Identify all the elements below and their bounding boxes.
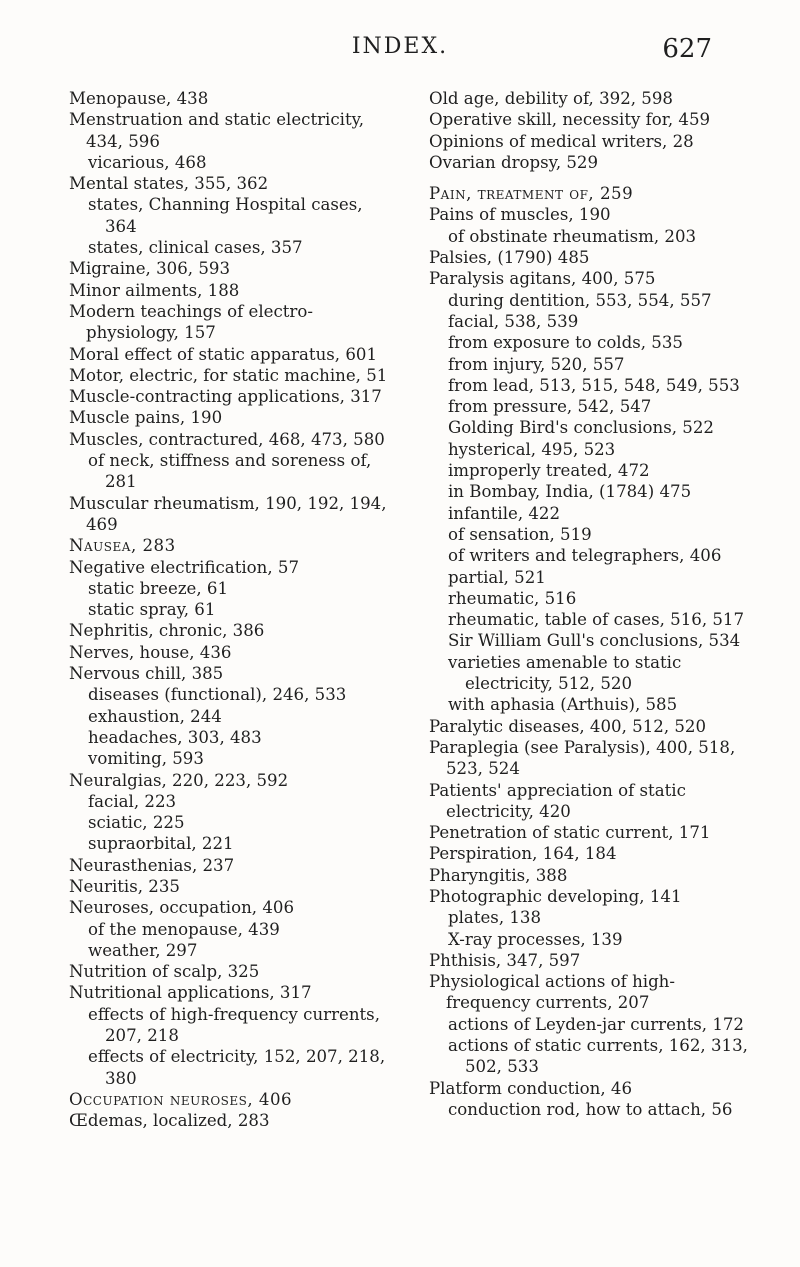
index-subentry: [69, 1004, 397, 1047]
index-subentry: [429, 503, 759, 524]
index-entry: [69, 88, 397, 109]
index-column-right: [429, 88, 759, 1120]
index-subentry: [429, 375, 759, 396]
entry-text: Muscle pains, 190: [69, 408, 223, 428]
entry-text: headaches, 303, 483: [88, 727, 262, 747]
index-entry: [69, 876, 397, 897]
entry-text: Moral effect of static apparatus, 601: [69, 344, 378, 364]
index-entry: [69, 663, 397, 684]
index-entry: [429, 88, 759, 109]
entry-text: in Bombay, India, (1784) 475: [448, 482, 692, 502]
entry-text: states, clinical cases, 357: [88, 238, 303, 258]
entry-text: Nutrition of scalp, 325: [69, 962, 260, 982]
index-entry: [69, 109, 397, 152]
entry-text: Pharyngitis, 388: [429, 865, 568, 885]
entry-text: infantile, 422: [448, 503, 561, 523]
index-subentry: [429, 417, 759, 438]
entry-text: varieties amenable to static electricity, 512, 520: [448, 652, 682, 694]
entry-text: of writers and telegraphers, 406: [448, 546, 722, 566]
entry-text: Physiological actions of high-frequency currents, 207: [429, 972, 675, 1013]
index-subentry: [429, 1099, 759, 1120]
index-subentry: [429, 354, 759, 375]
index-entry: [429, 204, 759, 225]
index-entry: [69, 1110, 397, 1131]
index-entry: [69, 642, 397, 663]
index-subentry: [429, 460, 759, 481]
index-entry: [429, 268, 759, 289]
entry-text: Muscular rheumatism, 190, 192, 194, 469: [69, 493, 387, 534]
entry-text: from injury, 520, 557: [448, 354, 625, 374]
entry-text: Pains of muscles, 190: [429, 205, 611, 225]
index-entry: [429, 247, 759, 268]
index-subentry: [69, 450, 397, 493]
entry-text: static breeze, 61: [88, 578, 229, 598]
entry-text: hysterical, 495, 523: [448, 439, 616, 459]
index-entry: [69, 855, 397, 876]
index-subentry: [429, 524, 759, 545]
entry-text: Muscles, contractured, 468, 473, 580: [69, 429, 385, 449]
index-entry: [69, 365, 397, 386]
entry-text: Motor, electric, for static machine, 51: [69, 365, 388, 385]
index-entry: [69, 961, 397, 982]
index-subentry: [429, 332, 759, 353]
entry-text: supraorbital, 221: [88, 834, 234, 854]
entry-text: Neuroses, occupation, 406: [69, 898, 295, 918]
entry-text: sciatic, 225: [88, 813, 185, 833]
entry-text: weather, 297: [88, 940, 198, 960]
entry-text: plates, 138: [448, 908, 542, 928]
entry-text: Mental states, 355, 362: [69, 174, 269, 194]
entry-text: Nausea, 283: [69, 536, 176, 556]
entry-text: diseases (functional), 246, 533: [88, 685, 347, 705]
index-entry: [429, 780, 759, 823]
index-subentry: [69, 1046, 397, 1089]
index-entry: [69, 770, 397, 791]
index-subentry: [69, 237, 397, 258]
index-entry: [69, 386, 397, 407]
entry-text: Operative skill, necessity for, 459: [429, 110, 711, 130]
entry-text: from exposure to colds, 535: [448, 333, 683, 353]
index-entry: [429, 822, 759, 843]
entry-text: with aphasia (Arthuis), 585: [448, 695, 678, 715]
index-entry: [69, 620, 397, 641]
entry-text: of the menopause, 439: [88, 919, 280, 939]
entry-text: during dentition, 553, 554, 557: [448, 290, 712, 310]
entry-text: effects of high-frequency currents, 207, 218: [88, 1004, 380, 1046]
entry-text: Old age, debility of, 392, 598: [429, 89, 673, 108]
index-subentry: [69, 919, 397, 940]
entry-text: Œdemas, localized, 283: [69, 1111, 270, 1131]
index-entry: [69, 258, 397, 279]
index-subentry: [429, 1014, 759, 1035]
index-subentry: [429, 567, 759, 588]
entry-text: X-ray processes, 139: [448, 929, 623, 949]
index-subentry: [69, 599, 397, 620]
index-subentry: [69, 578, 397, 599]
index-subentry: [429, 694, 759, 715]
entry-text: Patients' appreciation of static electricity, 420: [429, 780, 686, 821]
index-entry: [69, 493, 397, 536]
index-subentry: [69, 727, 397, 748]
index-subentry: [429, 439, 759, 460]
index-entry: [69, 173, 397, 194]
entry-text: Neuritis, 235: [69, 876, 180, 896]
entry-text: facial, 538, 539: [448, 311, 579, 331]
entry-text: Phthisis, 347, 597: [429, 950, 581, 970]
index-subentry: [69, 940, 397, 961]
index-entry: [429, 737, 759, 780]
entry-text: Paralytic diseases, 400, 512, 520: [429, 716, 707, 736]
index-subentry: [429, 652, 759, 695]
entry-text: Negative electrification, 57: [69, 557, 300, 577]
index-entry: [69, 344, 397, 365]
index-subentry: [69, 194, 397, 237]
entry-text: Opinions of medical writers, 28: [429, 131, 694, 151]
index-entry: [69, 301, 397, 344]
index-entry: [69, 897, 397, 918]
entry-text: Sir William Gull's conclusions, 534: [448, 631, 741, 651]
entry-text: Occupation neuroses, 406: [69, 1089, 293, 1109]
entry-text: Photographic developing, 141: [429, 886, 682, 906]
index-subentry: [429, 481, 759, 502]
entry-text: Muscle-contracting applications, 317: [69, 387, 382, 407]
entry-text: rheumatic, table of cases, 516, 517: [448, 610, 745, 630]
index-entry: [429, 109, 759, 130]
entry-text: states, Channing Hospital cases, 364: [88, 195, 363, 236]
index-subentry: [69, 684, 397, 705]
entry-text: actions of static currents, 162, 313, 502, 533: [448, 1036, 748, 1077]
index-subentry: [69, 812, 397, 833]
entry-text: actions of Leyden-jar currents, 172: [448, 1014, 744, 1034]
index-subentry: [69, 152, 397, 173]
entry-text: facial, 223: [88, 791, 177, 811]
index-subentry: [429, 226, 759, 247]
index-entry: [69, 982, 397, 1003]
entry-text: vomiting, 593: [88, 749, 204, 769]
entry-text: Pain, treatment of, 259: [429, 184, 634, 204]
entry-text: Minor ailments, 188: [69, 280, 240, 300]
entry-text: Penetration of static current, 171: [429, 823, 711, 843]
index-entry: [69, 429, 397, 450]
index-entry: [429, 1078, 759, 1099]
index-entry: [429, 716, 759, 737]
index-entry: [69, 535, 397, 556]
entry-text: from lead, 513, 515, 548, 549, 553: [448, 375, 740, 395]
index-entry: [429, 152, 759, 173]
index-entry: [69, 557, 397, 578]
entry-text: Ovarian dropsy, 529: [429, 152, 599, 172]
entry-text: Neuralgias, 220, 223, 592: [69, 770, 289, 790]
entry-text: Platform conduction, 46: [429, 1078, 632, 1098]
page-number: 627: [662, 34, 712, 64]
entry-text: Modern teachings of electro-physiology, 157: [69, 301, 313, 343]
entry-text: conduction rod, how to attach, 56: [448, 1099, 733, 1119]
entry-text: Palsies, (1790) 485: [429, 248, 590, 268]
entry-text: Neurasthenias, 237: [69, 855, 235, 875]
index-subentry: [69, 706, 397, 727]
index-subentry: [429, 311, 759, 332]
index-entry: [429, 843, 759, 864]
entry-text: of obstinate rheumatism, 203: [448, 226, 697, 246]
entry-text: partial, 521: [448, 567, 546, 587]
entry-text: Paralysis agitans, 400, 575: [429, 269, 656, 289]
index-subentry: [429, 545, 759, 566]
entry-text: Migraine, 306, 593: [69, 259, 231, 279]
entry-text: effects of electricity, 152, 207, 218, 380: [88, 1047, 386, 1088]
entry-text: Golding Bird's conclusions, 522: [448, 418, 714, 438]
entry-text: Paraplegia (see Paralysis), 400, 518, 523, 524: [429, 737, 736, 779]
entry-text: Nutritional applications, 317: [69, 983, 312, 1003]
index-subentry: [429, 290, 759, 311]
page-header: [0, 34, 800, 74]
entry-text: Menstruation and static electricity, 434, 596: [69, 110, 365, 151]
index-entry: [69, 280, 397, 301]
index-subentry: [429, 588, 759, 609]
entry-text: Menopause, 438: [69, 89, 209, 108]
entry-text: Nephritis, chronic, 386: [69, 621, 265, 641]
index-entry: [429, 131, 759, 152]
index-subentry: [429, 1035, 759, 1078]
index-entry: [429, 886, 759, 907]
entry-text: of sensation, 519: [448, 524, 592, 544]
index-subentry: [69, 748, 397, 769]
index-entry: [429, 183, 759, 204]
index-entry: [69, 1089, 397, 1110]
entry-text: Perspiration, 164, 184: [429, 844, 617, 864]
index-subentry: [429, 929, 759, 950]
entry-text: static spray, 61: [88, 600, 216, 620]
entry-text: rheumatic, 516: [448, 588, 577, 608]
entry-text: vicarious, 468: [88, 152, 207, 172]
index-entry: [429, 971, 759, 1014]
index-subentry: [69, 791, 397, 812]
index-column-left: [69, 88, 397, 1132]
entry-text: from pressure, 542, 547: [448, 397, 652, 417]
entry-text: improperly treated, 472: [448, 461, 650, 481]
page-title: INDEX.: [351, 34, 449, 59]
index-entry: [429, 950, 759, 971]
index-subentry: [69, 833, 397, 854]
index-subentry: [429, 630, 759, 651]
index-entry: [429, 865, 759, 886]
index-subentry: [429, 609, 759, 630]
index-subentry: [429, 907, 759, 928]
entry-text: of neck, stiffness and soreness of, 281: [88, 451, 372, 492]
entry-text: Nervous chill, 385: [69, 664, 224, 684]
index-entry: [69, 407, 397, 428]
entry-text: exhaustion, 244: [88, 706, 222, 726]
index-subentry: [429, 396, 759, 417]
entry-text: Nerves, house, 436: [69, 642, 232, 662]
